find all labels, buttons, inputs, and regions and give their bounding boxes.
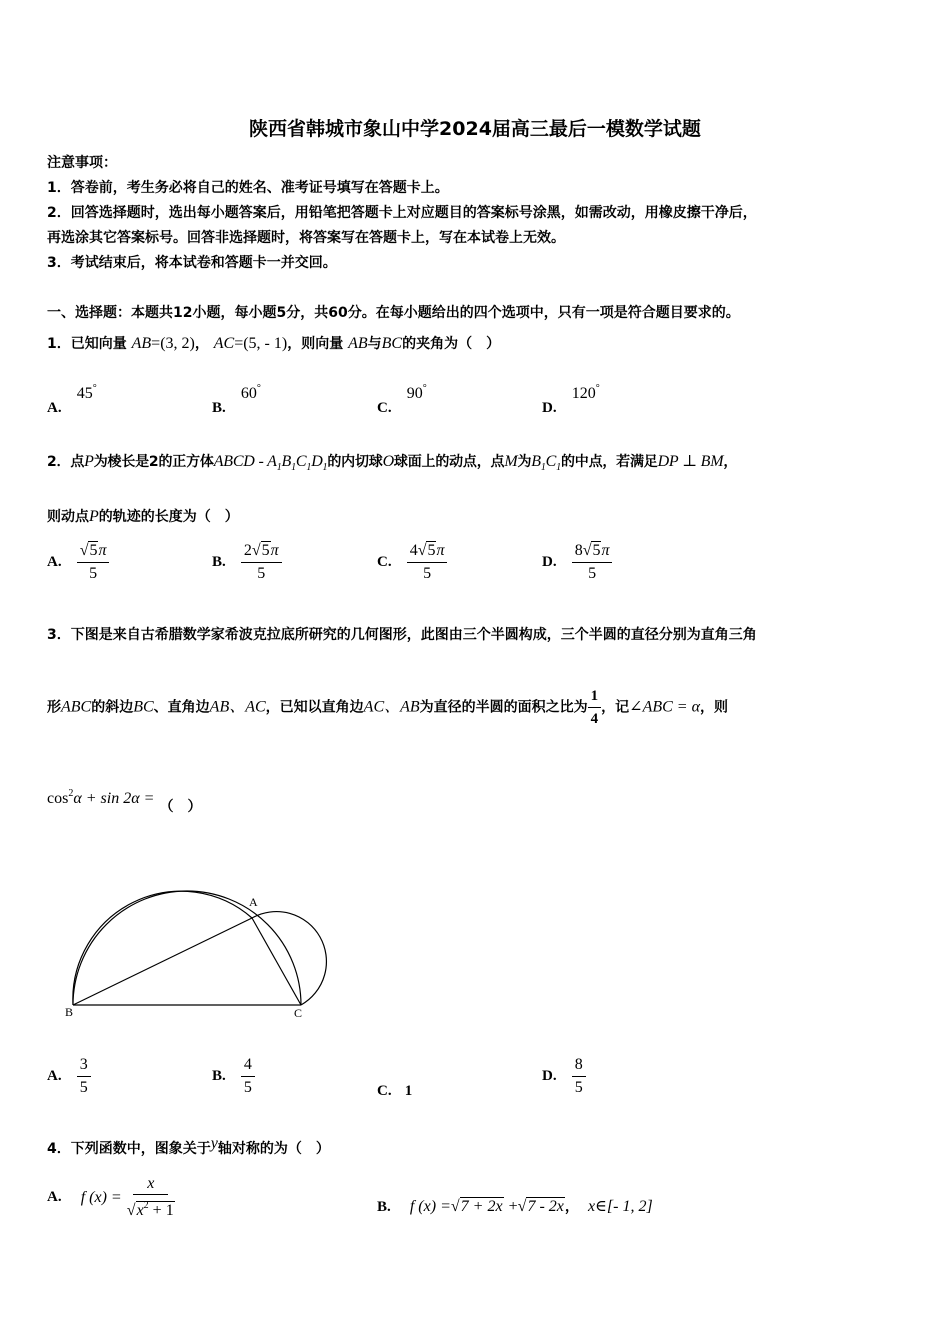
q3-expression <box>47 788 202 815</box>
segments: AC、AB <box>363 698 420 716</box>
q4-text: 4．下列函数中，图象关于 <box>47 1141 211 1157</box>
q2-text: 则动点 <box>47 509 89 525</box>
subscript: 1 <box>540 462 546 473</box>
q1-text: ，则向量 <box>287 336 344 352</box>
label-c: C <box>294 1006 303 1020</box>
expression: α + sin 2α = <box>73 790 155 807</box>
note-item: 再选涂其它答案标号。回答非选择题时，将答案写在答题卡上，写在本试卷上无效。 <box>47 230 565 246</box>
q4-text: 轴对称的为（ ） <box>217 1141 330 1157</box>
option-label: D. <box>542 1068 557 1084</box>
subscript: 1 <box>291 462 296 473</box>
question-2 <box>47 451 737 473</box>
radicand: 5 <box>261 542 270 559</box>
q3-text: ，已知以直角边 <box>265 699 364 716</box>
vector-ac-value: =(5, - 1) <box>234 335 288 352</box>
notes-heading: 注意事项： <box>47 155 117 171</box>
degree-sign: ° <box>595 383 600 394</box>
question-3: 3．下图是来自古希腊数学家希波克拉底所研究的几何图形，此图由三个半圆构成，三个半圆的直径分别为直角三角 <box>47 627 757 643</box>
hippocrates-figure <box>55 850 340 1030</box>
vertex: B <box>531 453 541 470</box>
option-label: B. <box>212 1068 226 1084</box>
option-value: 120 <box>571 385 596 402</box>
pi: π <box>601 542 610 559</box>
q1-option-b[interactable] <box>212 383 261 416</box>
q2-option-c[interactable] <box>377 541 447 584</box>
fraction <box>77 1055 91 1098</box>
denominator: 5 <box>79 1079 88 1096</box>
numerator: x <box>133 1174 168 1195</box>
numerator: 8 <box>572 1055 586 1077</box>
note-item: 2．回答选择题时，选出每小题答案后，用铅笔把答题卡上对应题目的答案标号涂黑，如需改动，用橡皮擦干净后， <box>47 205 757 221</box>
vector-bc: BC <box>381 335 403 352</box>
fraction: $\frac{8√5\pi}{5}$ <box>572 541 613 584</box>
denominator: 4 <box>590 711 599 727</box>
question-1 <box>47 333 500 353</box>
q1-text: 与 <box>367 336 382 352</box>
radicand <box>136 1201 175 1219</box>
radicand: 5 <box>89 542 98 559</box>
q3-text: 形 <box>47 699 61 716</box>
note-item: 1．答卷前，考生务必将自己的姓名、准考证号填写在答题卡上。 <box>47 180 449 196</box>
coefficient: 8 <box>574 542 583 559</box>
point-p: P <box>84 453 94 470</box>
q2-option-a[interactable] <box>47 541 109 584</box>
denominator: 5 <box>588 565 597 582</box>
triangle-abc: ABC <box>61 698 92 716</box>
q4-option-a[interactable] <box>47 1174 175 1221</box>
segments: AB、AC <box>209 698 266 716</box>
q3-option-a[interactable] <box>47 1055 91 1098</box>
pi: π <box>270 542 279 559</box>
pi: π <box>436 542 445 559</box>
fraction <box>241 1055 255 1098</box>
fraction: $\frac{x}{√x^2 + 1}$ <box>126 1175 174 1219</box>
question-4 <box>47 1135 330 1158</box>
option-value: 1 <box>404 1083 413 1099</box>
question-2-line2 <box>47 506 239 526</box>
q2-text: ， <box>723 454 738 470</box>
cos: cos <box>47 790 69 807</box>
radicand: 7 - 2x <box>527 1198 564 1215</box>
fraction: $\frac{2√5\pi}{5}$ <box>241 541 282 584</box>
vertex: C <box>545 453 557 470</box>
subscript: 1 <box>556 462 561 473</box>
denominator: 5 <box>257 565 266 582</box>
cube-name <box>213 453 328 473</box>
cube-base: ABCD - A <box>213 453 277 470</box>
q3-option-b[interactable] <box>212 1055 255 1098</box>
q3-text: ，则 <box>700 699 728 716</box>
q1-option-a[interactable] <box>47 383 97 416</box>
question-3-line2 <box>47 686 728 729</box>
subscript: 1 <box>322 462 328 473</box>
point-p: P <box>89 508 99 525</box>
vector-ab-value: =(3, 2) <box>151 335 195 352</box>
sphere-o: O <box>382 453 394 470</box>
coefficient: 2 <box>243 542 252 559</box>
fraction <box>572 1055 586 1098</box>
q2-text: 的中点，若满足 <box>560 454 658 470</box>
degree-sign: ° <box>92 383 97 394</box>
pi: π <box>98 542 107 559</box>
option-label: A. <box>47 554 62 570</box>
segment-b1c1 <box>531 453 561 473</box>
exponent: 2 <box>143 1200 149 1211</box>
vector-ac: AC <box>213 335 235 352</box>
q2-text: 为 <box>517 454 532 470</box>
q1-text: 1．已知向量 <box>47 336 127 352</box>
option-label: A. <box>47 400 62 416</box>
numerator: 1 <box>588 686 602 708</box>
point-m: M <box>504 453 518 470</box>
q2-text: 2．点 <box>47 454 85 470</box>
denominator: 5 <box>89 565 98 582</box>
q1-text: 的夹角为（ ） <box>402 336 501 352</box>
option-label: C. <box>377 554 392 570</box>
q2-text: 的轨迹的长度为（ ） <box>98 509 239 525</box>
option-label: B. <box>212 400 226 416</box>
q1-option-d[interactable] <box>542 383 600 416</box>
degree-sign: ° <box>256 383 261 394</box>
function-lhs: f (x) = <box>409 1198 451 1215</box>
option-value: 60 <box>240 385 257 402</box>
q2-text: 球面上的动点，点 <box>393 454 505 470</box>
q3-text: ，记 <box>601 699 630 716</box>
q3-option-d[interactable] <box>542 1055 586 1098</box>
q2-text: 为棱长是2的正方体 <box>93 454 214 470</box>
cube-vertex: B <box>281 453 292 470</box>
q3-text: 、直角边 <box>153 699 210 716</box>
vector-ab: AB <box>348 335 368 352</box>
subscript: 1 <box>306 462 312 473</box>
exponent: 2 <box>68 788 74 799</box>
semicircle-ac <box>252 912 326 1005</box>
coefficient: 4 <box>409 542 418 559</box>
label-a: A <box>249 895 258 909</box>
cube-vertex: C <box>295 453 307 470</box>
note-item: 3．考试结束后，将本试卷和答题卡一并交回。 <box>47 255 337 271</box>
function-lhs: f (x) = <box>80 1188 122 1206</box>
ratio-fraction <box>588 686 602 729</box>
option-label: A. <box>47 1189 62 1205</box>
fraction: $\frac{√5\pi}{5}$ <box>77 541 110 584</box>
subscript: 1 <box>276 462 282 473</box>
denominator: 5 <box>243 1079 252 1096</box>
section-heading: 一、选择题：本题共12小题，每小题5分，共60分。在每小题给出的四个选项中，只有一项是符合题目要求的。 <box>47 305 740 321</box>
q3-text: 为直径的半圆的面积之比为 <box>419 699 588 716</box>
option-label: C. <box>377 1083 392 1099</box>
option-label: D. <box>542 400 557 416</box>
q2-option-d[interactable] <box>542 541 612 584</box>
label-b: B <box>65 1005 74 1019</box>
q1-text: ， <box>194 336 209 352</box>
variable: x <box>136 1202 144 1219</box>
denominator: 5 <box>423 565 432 582</box>
radicand: 7 + 2x <box>460 1198 503 1215</box>
q2-text: 的内切球 <box>327 454 383 470</box>
denominator: 5 <box>574 1079 583 1096</box>
option-value: 90 <box>406 385 423 402</box>
axis-y: y <box>210 1135 218 1152</box>
option-label: A. <box>47 1068 62 1084</box>
option-label: C. <box>377 400 392 416</box>
q3-option-c[interactable] <box>377 1080 412 1100</box>
q1-option-c[interactable] <box>377 383 427 416</box>
numerator: 4 <box>241 1055 255 1077</box>
semicircle-ab <box>73 891 252 1005</box>
angle-expression: ∠ABC = α <box>629 698 700 716</box>
option-label: B. <box>377 1199 391 1215</box>
constant: + 1 <box>148 1202 174 1219</box>
condition: DP ⊥ BM <box>657 453 724 470</box>
fraction: $\frac{4√5\pi}{5}$ <box>407 541 448 584</box>
domain: x∈[- 1, 2] <box>587 1198 653 1215</box>
q2-option-b[interactable] <box>212 541 282 584</box>
answer-paren: （ ） <box>159 799 202 815</box>
option-label: D. <box>542 554 557 570</box>
q3-text: 的斜边 <box>91 699 134 716</box>
page-title: 陕西省韩城市象山中学2024届高三最后一模数学试题 <box>249 118 701 140</box>
vector-ab: AB <box>131 335 152 352</box>
side-ac <box>252 918 301 1005</box>
cube-vertex: D <box>311 453 323 470</box>
segment-bc: BC <box>133 698 154 716</box>
radicand: 5 <box>592 542 601 559</box>
plus-sign: + <box>508 1198 518 1215</box>
numerator: 3 <box>77 1055 91 1077</box>
q4-option-b[interactable]: B. f (x) =√7 + 2x +√7 - 2x， x∈[- 1, 2] <box>377 1198 653 1215</box>
option-label: B. <box>212 554 226 570</box>
option-value: 45 <box>76 385 93 402</box>
radicand: 5 <box>427 542 436 559</box>
degree-sign: ° <box>422 383 427 394</box>
comma: ， <box>564 1199 579 1215</box>
